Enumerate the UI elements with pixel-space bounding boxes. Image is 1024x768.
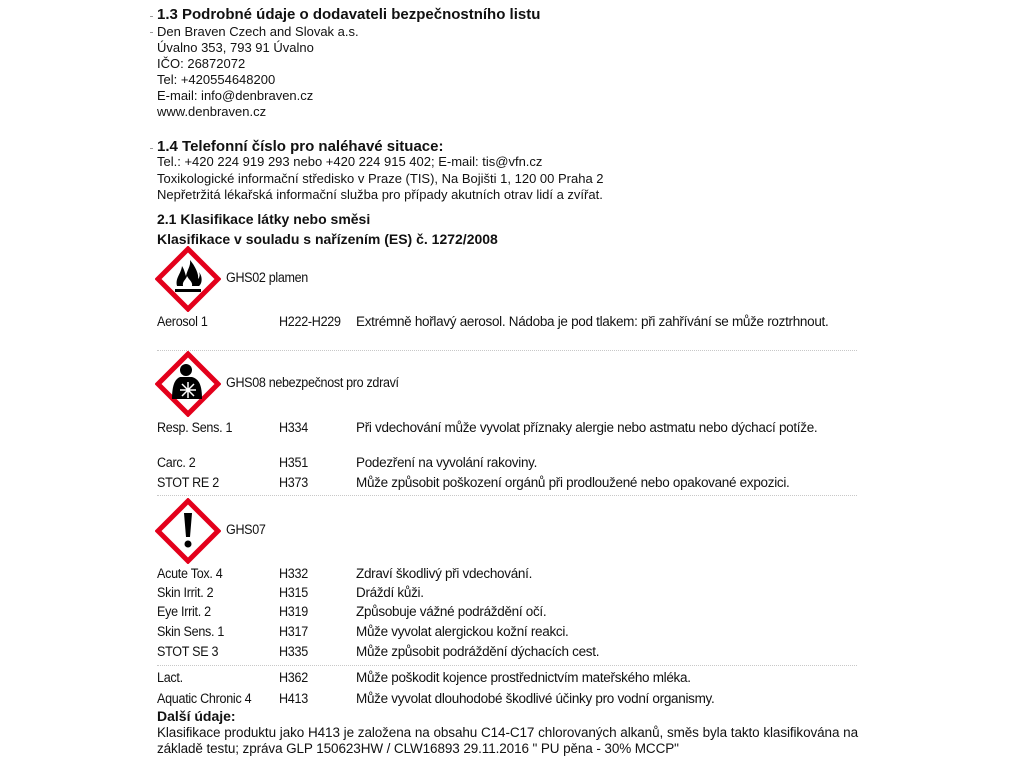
divider (157, 350, 857, 351)
hazard-code: H413 (279, 691, 308, 706)
ghs02-label: GHS02 plamen (226, 270, 308, 285)
section-1-3-heading: 1.3 Podrobné údaje o dodavateli bezpečnostního listu (157, 6, 541, 23)
hazard-statement: Způsobuje vážné podráždění očí. (356, 604, 547, 619)
hazard-statement: Extrémně hořlavý aerosol. Nádoba je pod tlakem: při zahřívání se může roztrhnout. (356, 314, 829, 329)
hazard-class: Lact. (157, 670, 183, 685)
hazard-statement: Může způsobit podráždění dýchacích cest. (356, 644, 600, 659)
hazard-code: H332 (279, 566, 308, 581)
hazard-code: H334 (279, 420, 308, 435)
hazard-statement: Může vyvolat alergickou kožní reakci. (356, 624, 569, 639)
additional-info-text: Klasifikace produktu jako H413 je založena na obsahu C14-C17 chlorovaných alkanů, směs byla takto klasifikována na základě testu; zpráva GLP 150623HW / CLW16893 29.11.2016 " PU pěna - 30% MCCP" (157, 725, 858, 756)
hazard-statement: Zdraví škodlivý při vdechování. (356, 566, 533, 581)
ghs08-label: GHS08 nebezpečnost pro zdraví (226, 375, 399, 390)
hazard-statement: Může způsobit poškození orgánů při prodloužené nebo opakované expozici. (356, 475, 790, 490)
supplier-name: Den Braven Czech and Slovak a.s. (157, 24, 359, 39)
hazard-statement: Při vdechování může vyvolat příznaky alergie nebo astmatu nebo dýchací potíže. (356, 420, 818, 435)
supplier-ico: IČO: 26872072 (157, 56, 246, 71)
margin-mark (150, 32, 153, 33)
hazard-class: Eye Irrit. 2 (157, 604, 211, 619)
flame-icon (155, 246, 221, 312)
hazard-code: H319 (279, 604, 308, 619)
hazard-statement: Dráždí kůži. (356, 585, 424, 600)
section-2-1-heading: 2.1 Klasifikace látky nebo směsi (157, 211, 371, 227)
hazard-class: STOT RE 2 (157, 475, 219, 490)
hazard-code: H315 (279, 585, 308, 600)
margin-mark (150, 148, 153, 149)
hazard-code: H222-H229 (279, 314, 341, 329)
hazard-statement: Podezření na vyvolání rakoviny. (356, 455, 538, 470)
health-hazard-icon (155, 351, 221, 417)
emergency-phone: Tel.: +420 224 919 293 nebo +420 224 915 402; E-mail: tis@vfn.cz (157, 154, 543, 169)
hazard-code: H373 (279, 475, 308, 490)
hazard-class: Carc. 2 (157, 455, 196, 470)
section-1-4-heading: 1.4 Telefonní číslo pro naléhavé situace: (157, 138, 444, 155)
ghs07-label: GHS07 (226, 522, 266, 537)
hazard-code: H362 (279, 670, 308, 685)
hazard-class: Skin Sens. 1 (157, 624, 225, 639)
hazard-class: Acute Tox. 4 (157, 566, 223, 581)
hazard-class: Aerosol 1 (157, 314, 208, 329)
margin-mark (150, 16, 153, 17)
hazard-statement: Může poškodit kojence prostřednictvím mateřského mléka. (356, 670, 691, 685)
supplier-address: Úvalno 353, 793 91 Úvalno (157, 40, 314, 55)
hazard-class: Resp. Sens. 1 (157, 420, 233, 435)
hazard-code: H351 (279, 455, 308, 470)
hazard-code: H317 (279, 624, 308, 639)
hazard-class: Skin Irrit. 2 (157, 585, 214, 600)
supplier-phone: Tel: +420554648200 (157, 72, 276, 87)
classification-subheading: Klasifikace v souladu s nařízením (ES) č. 1272/2008 (157, 231, 498, 247)
hazard-statement: Může vyvolat dlouhodobé škodlivé účinky pro vodní organismy. (356, 691, 715, 706)
divider (157, 495, 857, 496)
hazard-class: Aquatic Chronic 4 (157, 691, 252, 706)
hazard-code: H335 (279, 644, 308, 659)
emergency-service: Nepřetržitá lékařská informační služba pro případy akutních otrav lidí a zvířat. (157, 187, 603, 202)
emergency-center: Toxikologické informační středisko v Praze (TIS), Na Bojišti 1, 120 00 Praha 2 (157, 171, 604, 186)
hazard-class: STOT SE 3 (157, 644, 219, 659)
additional-info-heading: Další údaje: (157, 708, 236, 724)
supplier-website: www.denbraven.cz (157, 104, 267, 119)
supplier-email: E-mail: info@denbraven.cz (157, 88, 314, 103)
exclamation-icon (155, 498, 221, 564)
divider (157, 665, 857, 666)
